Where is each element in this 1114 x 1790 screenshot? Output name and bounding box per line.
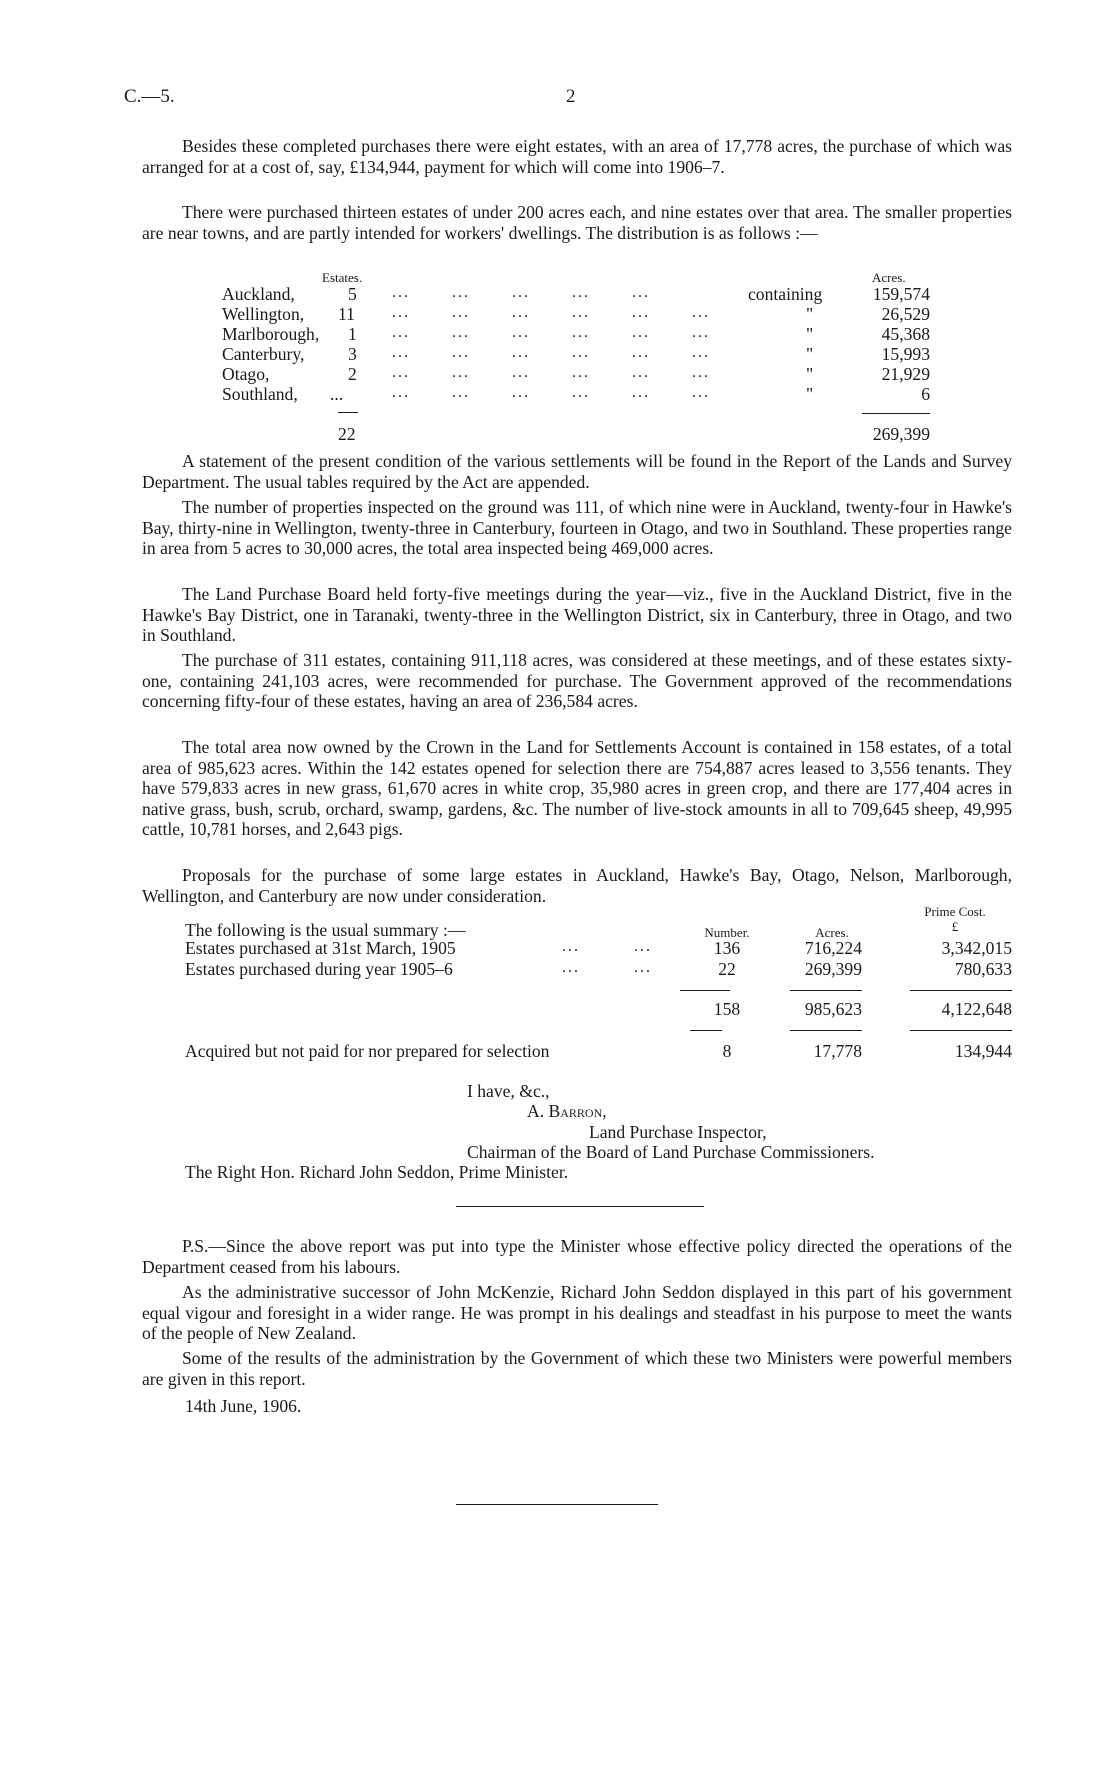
dot-leader: ... ... ... ... ... ... — [392, 304, 710, 321]
dot-leader: ... ... ... ... ... ... — [392, 344, 710, 361]
dot-leader: ... ... ... ... ... — [392, 284, 650, 301]
estate-count: 1 — [348, 324, 357, 344]
row-label: Estates purchased during year 1905–6 — [185, 959, 453, 979]
row-acres: 17,778 — [813, 1041, 862, 1061]
total-acres: 985,623 — [804, 999, 862, 1019]
estate-count: 11 — [338, 304, 355, 324]
row-number: 136 — [713, 938, 741, 958]
dot-leader: ... ... — [562, 959, 652, 976]
postscript-date: 14th June, 1906. — [185, 1396, 302, 1416]
total-acres: 269,399 — [872, 424, 930, 444]
row-label: Estates purchased at 31st March, 1905 — [185, 938, 456, 958]
paragraph-text: There were purchased thirteen estates of under 200 acres each, and nine estates over that area. The smaller properties are near towns, and are partly intended for workers' dwellings. The distribution is as follows :— — [142, 202, 1012, 243]
divider-rule — [790, 1030, 862, 1031]
district-name: Wellington, — [222, 304, 305, 324]
column-header-acres: Acres. — [872, 270, 906, 285]
column-header-prime-cost: Prime Cost. — [924, 904, 986, 919]
estate-count: 2 — [348, 364, 357, 384]
district-name: Marlborough, — [222, 324, 320, 344]
paragraph — [142, 650, 1012, 712]
paragraph — [142, 497, 1012, 559]
dot-leader: ... ... ... ... ... ... — [392, 364, 710, 381]
district-name: Canterbury, — [222, 344, 305, 364]
section-divider — [456, 1206, 704, 1207]
postscript-paragraph — [142, 1348, 1012, 1389]
paragraph — [142, 136, 1012, 177]
row-number: 22 — [718, 959, 736, 979]
paragraph — [142, 865, 1012, 906]
paragraph-text: The Land Purchase Board held forty-five meetings during the year—viz., five in the Auckland District, five in the Hawke's Bay District, one in Taranaki, twenty-three in the Wellington District, six in Canterbury, three in Otago, and two in Southland. — [142, 584, 1012, 646]
estate-count: ... — [330, 384, 344, 404]
summary-intro: The following is the usual summary :— — [185, 920, 466, 940]
total-rule — [910, 990, 1012, 991]
row-number: 8 — [722, 1041, 732, 1061]
document-code: C.—5. — [124, 86, 175, 107]
row-acres: 716,224 — [804, 938, 862, 958]
row-cost: 780,633 — [954, 959, 1012, 979]
postscript-paragraph — [142, 1236, 1012, 1277]
acres-value: 15,993 — [881, 344, 930, 364]
divider-rule — [690, 1030, 722, 1031]
dot-leader: ... ... — [562, 938, 652, 955]
district-name: Auckland, — [222, 284, 295, 304]
ditto-mark: " — [806, 344, 814, 364]
paragraph-text: Proposals for the purchase of some large estates in Auckland, Hawke's Bay, Otago, Nelson, Marlborough, Wellington, and Canterbury are now under consideration. — [142, 865, 1012, 906]
total-rule — [790, 990, 862, 991]
paragraph-text: As the administrative successor of John McKenzie, Richard John Seddon displayed in this part of his government equal vigour and foresight in a wider range. He was prompt in his dealings and steadfast in his purpose to meet the wants of the people of New Zealand. — [142, 1282, 1012, 1344]
total-number: 158 — [713, 999, 741, 1019]
total-estates: 22 — [338, 424, 356, 444]
column-header-estates: Estates. — [322, 270, 363, 285]
end-rule — [456, 1504, 658, 1505]
divider-rule — [910, 1030, 1012, 1031]
dot-leader: ... ... ... ... ... ... — [392, 384, 710, 401]
paragraph-text: P.S.—Since the above report was put into type the Minister whose effective policy directed the operations of the Department ceased from his labours. — [142, 1236, 1012, 1277]
paragraph-text: Some of the results of the administration by the Government of which these two Ministers were powerful members are given in this report. — [142, 1348, 1012, 1389]
row-cost: 134,944 — [954, 1041, 1012, 1061]
paragraph-text: A statement of the present condition of the various settlements will be found in the Report of the Lands and Survey Department. The usual tables required by the Act are appended. — [142, 451, 1012, 492]
ditto-mark: " — [806, 304, 814, 324]
ditto-mark: " — [806, 364, 814, 384]
district-name: Otago, — [222, 364, 270, 384]
row-acres: 269,399 — [804, 959, 862, 979]
dot-leader: ... ... ... ... ... ... — [392, 324, 710, 341]
paragraph — [142, 584, 1012, 646]
total-cost: 4,122,648 — [941, 999, 1012, 1019]
column-header-number: Number. — [704, 925, 750, 940]
paragraph-text: The number of properties inspected on the ground was 111, of which nine were in Auckland, twenty-four in Hawke's Bay, thirty-nine in Wellington, twenty-three in Canterbury, fourteen in Otago, and two in Southland. These properties range in area from 5 acres to 30,000 acres, the total area inspected being 469,000 acres. — [142, 497, 1012, 559]
closing-greeting: I have, &c., — [467, 1081, 550, 1101]
paragraph-text: The purchase of 311 estates, containing 911,118 acres, was considered at these meetings, and of these estates sixty-one, containing 241,103 acres, were recommended for purchase. The Government approved of the recommendations concerning fifty-four of these estates, having an area of 236,584 acres. — [142, 650, 1012, 712]
postscript-paragraph — [142, 1282, 1012, 1344]
ditto-mark: " — [806, 384, 814, 404]
column-header-acres: Acres. — [815, 925, 849, 940]
currency-symbol: £ — [951, 919, 959, 934]
page-number: 2 — [566, 86, 576, 107]
total-rule — [680, 990, 730, 991]
ditto-mark: " — [806, 324, 814, 344]
row-label: Acquired but not paid for nor prepared for selection — [185, 1041, 550, 1061]
containing-label: containing — [748, 284, 823, 304]
acres-value: 26,529 — [881, 304, 930, 324]
row-cost: 3,342,015 — [941, 938, 1012, 958]
acres-value: 21,929 — [881, 364, 930, 384]
total-rule — [862, 413, 930, 414]
paragraph — [142, 451, 1012, 492]
signatory-title: Land Purchase Inspector, — [589, 1122, 767, 1142]
acres-value: 159,574 — [872, 284, 930, 304]
paragraph — [142, 202, 1012, 243]
acres-value: 45,368 — [881, 324, 930, 344]
total-rule — [338, 412, 358, 413]
paragraph-text: The total area now owned by the Crown in the Land for Settlements Account is contained in 158 estates, of a total area of 985,623 acres. Within the 142 estates opened for selection there are 754,887 acres leased to 3,556 tenants. They have 579,833 acres in new grass, 61,670 acres in white crop, 35,980 acres in green crop, and there are 177,404 acres in native grass, bush, scrub, orchard, swamp, gardens, &c. The number of live-stock amounts in all to 709,645 sheep, 49,995 cattle, 10,781 horses, and 2,643 pigs. — [142, 737, 1012, 840]
addressee: The Right Hon. Richard John Seddon, Prime Minister. — [185, 1162, 569, 1182]
acres-value: 6 — [921, 384, 930, 404]
signatory-title: Chairman of the Board of Land Purchase Commissioners. — [467, 1142, 875, 1162]
estate-count: 5 — [348, 284, 357, 304]
estate-count: 3 — [348, 344, 357, 364]
paragraph — [142, 737, 1012, 840]
paragraph-text: Besides these completed purchases there were eight estates, with an area of 17,778 acres, the purchase of which was arranged for at a cost of, say, £134,944, payment for which will come into 1906–7. — [142, 136, 1012, 177]
district-name: Southland, — [222, 384, 298, 404]
signatory-name: A. Barron, — [527, 1101, 607, 1121]
